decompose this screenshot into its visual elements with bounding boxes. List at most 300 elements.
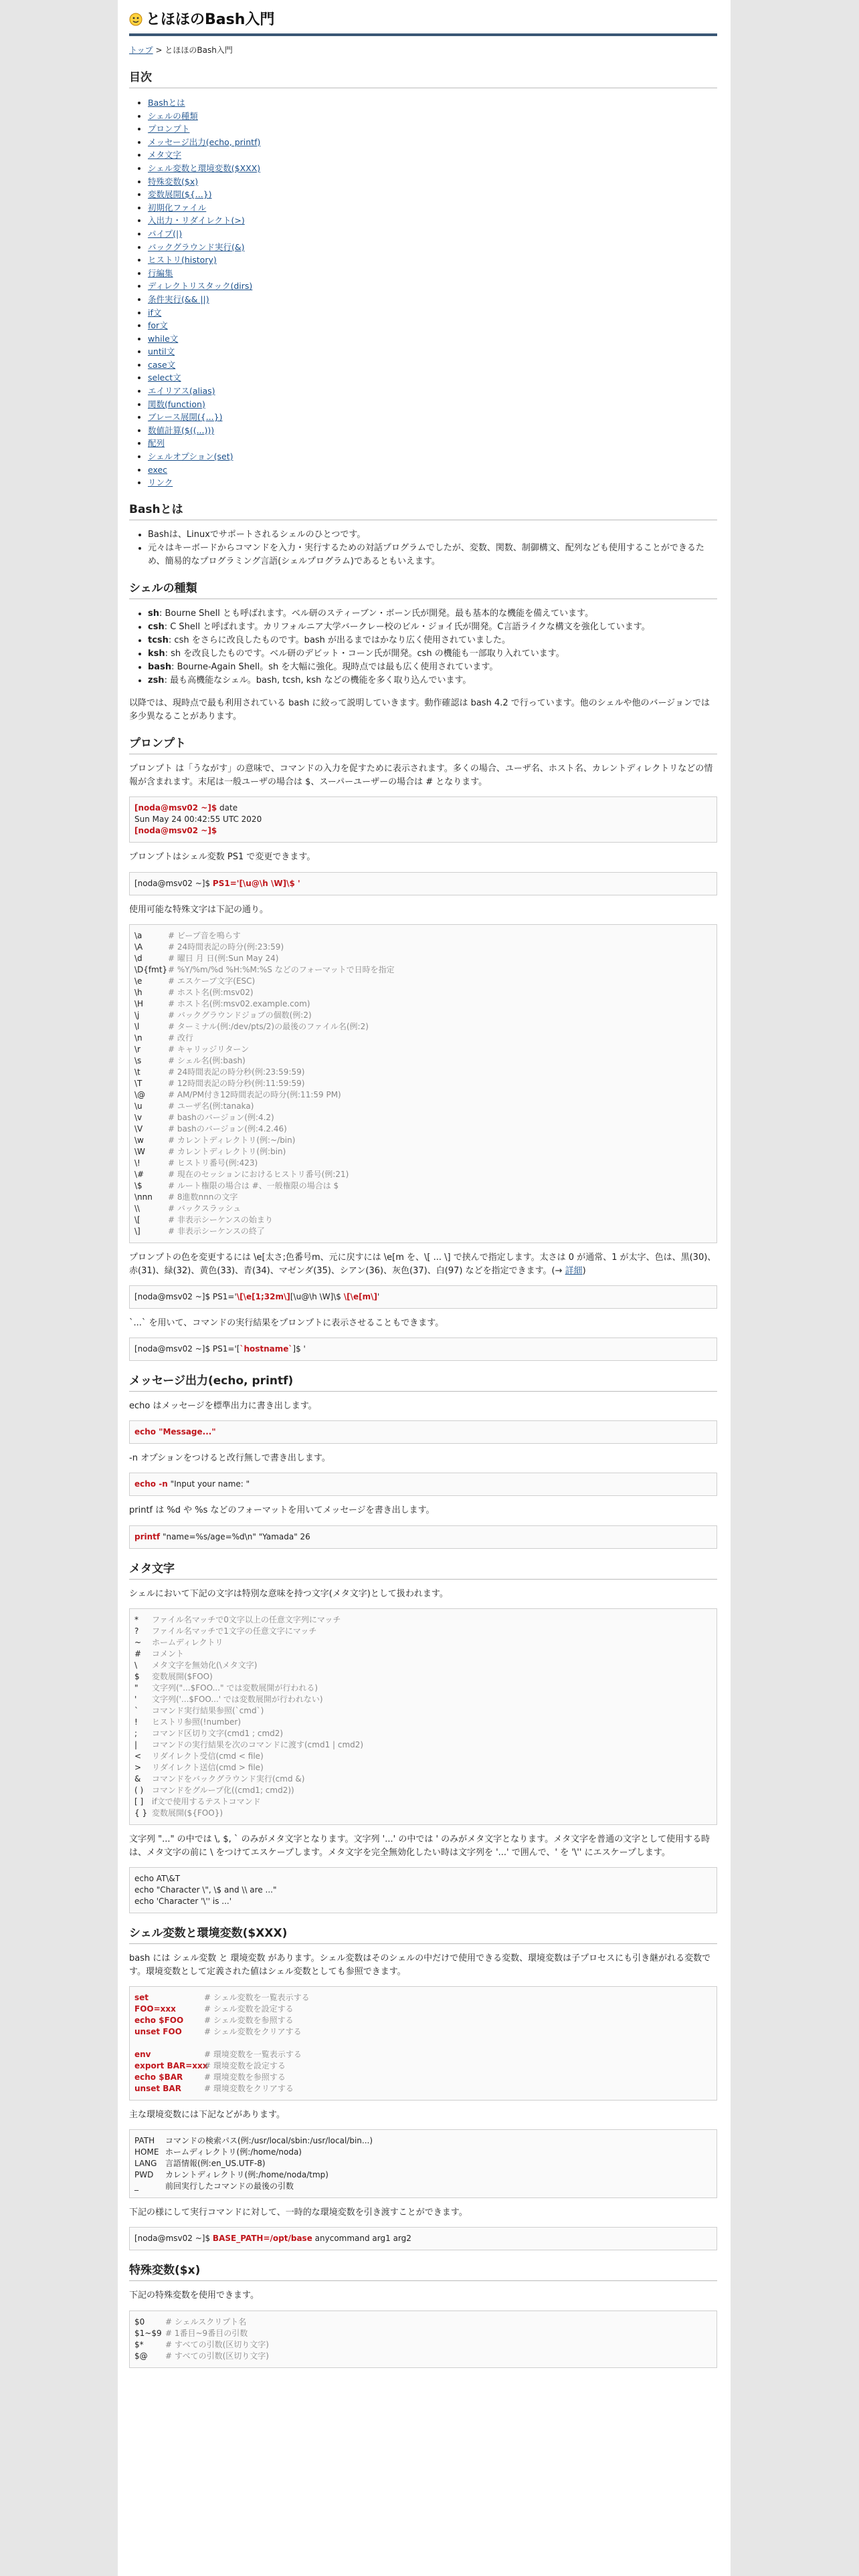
code-token: \W — [134, 1146, 145, 1156]
code-line — [134, 1169, 712, 1180]
echo-n-text: -n オプションをつけると改行無しで書き出します。 — [129, 1453, 330, 1464]
code-comment: コマンド実行結果参照(`cmd`) — [152, 1705, 264, 1715]
specials-text: 使用可能な特殊文字は下記の通り。 — [129, 904, 269, 915]
code-token: # — [134, 1648, 142, 1658]
code-comment: リダイレクト受信(cmd < file) — [152, 1751, 264, 1761]
toc-link[interactable]: シェルオプション(set) — [148, 451, 233, 462]
code-token: \\ — [134, 1203, 140, 1213]
toc-item — [148, 358, 717, 372]
code-token: > — [134, 1762, 142, 1772]
vars-heading: シェル変数と環境変数($XXX) — [129, 1925, 717, 1944]
code-comment: メタ文字を無効化(\メタ文字) — [152, 1660, 258, 1670]
printf-text: printf は %d や %s などのフォーマットを用いてメッセージを書き出します。 — [129, 1505, 435, 1516]
echo-text: echo はメッセージを標準出力に書き出します。 — [129, 1401, 317, 1412]
toc-item — [148, 214, 717, 227]
special-vars-intro: 下記の特殊変数を使用できます。 — [129, 2290, 259, 2301]
code-comment: リダイレクト送信(cmd > file) — [152, 1762, 264, 1772]
code-line — [134, 2049, 712, 2060]
code-line — [134, 1214, 712, 1226]
code-token: \[ — [134, 1214, 140, 1224]
code-line — [134, 1089, 712, 1101]
code-line — [134, 2015, 712, 2026]
code-comment: # 8進数nnnの文字 — [168, 1192, 238, 1202]
code-token: \ — [134, 1660, 138, 1670]
toc-link[interactable]: バックグラウンド実行(&) — [148, 241, 245, 252]
toc-item — [148, 253, 717, 267]
toc-item — [148, 345, 717, 358]
code-line — [134, 1180, 712, 1192]
code-token: ' — [134, 1694, 137, 1704]
temp-env-text: 下記の様にして実行コマンドに対して、一時的な環境変数を引き渡すことができます。 — [129, 2208, 468, 2218]
toc-link[interactable]: 数値計算($((...))) — [148, 425, 215, 435]
shell-name: zsh — [148, 675, 165, 685]
shell-desc: : C Shell と呼ばれます。カリフォルニア大学バークレー校のビル・ジョイ氏が開発。C言語ライクな構文を強化しています。 — [164, 621, 650, 632]
code-token: $@ — [134, 2351, 148, 2361]
code-prompt: [noda@msv02 ~]$ — [134, 878, 213, 888]
list-item — [148, 674, 717, 687]
code-line — [134, 1992, 712, 2004]
code-comment: # シェル変数を参照する — [204, 2016, 294, 2026]
shell-desc: : csh をさらに改良したものです。bash が出るまではかなり広く使用されていました。 — [168, 635, 511, 645]
code-token: \V — [134, 1123, 143, 1134]
code-output: Sun May 24 00:42:55 UTC 2020 — [134, 815, 262, 825]
code-comment: 変数展開($FOO) — [152, 1671, 213, 1681]
code-token: \s — [134, 1055, 142, 1065]
code-token: echo $BAR — [134, 2072, 183, 2082]
code-highlight: PS1='[\u@\h \W]\$ ' — [212, 878, 300, 888]
code-line — [134, 1123, 712, 1135]
toc-item — [148, 411, 717, 424]
toc-link[interactable]: 変数展開(${...}) — [148, 189, 212, 200]
color-text-body: プロンプトの色を変更するには \e[太さ;色番号m、元に戻すには \e[m を、\[ ... \] で挟んで指定します。太さは 0 が通常、1 が太字、色は、黒(30)、赤(31)、緑(32)、黄色(33)、青(34)、マゼンダ(35)、シアン(36)、灰色(37)、白(97) などを指定できます。(→ — [129, 1252, 717, 1276]
escape-example-code — [129, 1867, 717, 1913]
code-line — [134, 1762, 712, 1774]
code-comment: ヒストリ参照(!number) — [152, 1717, 242, 1727]
code-line — [134, 1637, 712, 1648]
ps1-example-code — [129, 872, 717, 895]
printf-example-code — [129, 1525, 717, 1549]
code-line: echo "Character \", \$ and \\ are ..." — [134, 1885, 277, 1895]
code-line — [134, 1021, 712, 1033]
code-token: unset FOO — [134, 2027, 182, 2037]
code-text: [\u@\h \W]\$ — [290, 1291, 344, 1301]
temp-env-example-code — [129, 2227, 717, 2250]
code-line — [134, 2147, 712, 2158]
code-comment: # 非表示シーケンスの始まり — [168, 1214, 273, 1224]
toc-link[interactable]: case文 — [148, 359, 176, 370]
code-token: { } — [134, 1808, 148, 1818]
code-comment: # キャリッジリターン — [168, 1044, 250, 1054]
detail-link[interactable]: 詳細 — [565, 1265, 583, 1276]
meta-intro: シェルにおいて下記の文字は特別な意味を持つ文字(メタ文字)として扱われます。 — [129, 1588, 448, 1599]
code-token: \D{fmt} — [134, 964, 168, 974]
code-token: ~ — [134, 1637, 142, 1647]
code-token: LANG — [134, 2159, 157, 2169]
code-line — [134, 2317, 712, 2328]
list-item: • 元々はキーボードからコマンドを入力・実行するための対話プログラムでしたが、変数、関数、制御構文、配列なども使用することができるため、簡易的なプログラミング言語(シェルプログラム)であるともいえます。 — [148, 542, 717, 568]
toc-item — [148, 280, 717, 293]
code-token: [ ] — [134, 1796, 144, 1806]
code-comment: # bashのバージョン(例:4.2) — [168, 1112, 274, 1122]
code-line — [134, 1226, 712, 1237]
toc-link[interactable]: メタ文字 — [148, 150, 182, 160]
code-line — [134, 1717, 712, 1728]
toc-link[interactable]: 関数(function) — [148, 399, 205, 409]
code-token: \j — [134, 1010, 140, 1020]
toc-item — [148, 162, 717, 175]
code-line — [134, 1751, 712, 1762]
page — [118, 0, 731, 2576]
code-line — [134, 964, 712, 976]
toc-item — [148, 122, 717, 136]
toc-link[interactable]: until文 — [148, 346, 175, 357]
code-token: \@ — [134, 1089, 146, 1099]
code-comment: # バックスラッシュ — [168, 1203, 242, 1213]
toc-item — [148, 371, 717, 385]
code-comment: # 24時間表記の時分秒(例:23:59:59) — [168, 1067, 305, 1077]
shell-desc: : 最も高機能なシェル。bash, tcsh, ksh などの機能を多く取り込んでいます。 — [164, 675, 472, 685]
code-token: & — [134, 1774, 141, 1784]
code-token: \n — [134, 1033, 142, 1043]
code-token: HOME — [134, 2147, 159, 2157]
code-line — [134, 1694, 712, 1705]
code-comment: # 環境変数をクリアする — [204, 2084, 294, 2094]
toc-link[interactable]: 入出力・リダイレクト(>) — [148, 215, 245, 226]
code-comment: ファイル名マッチで1文字の任意文字にマッチ — [152, 1626, 317, 1636]
toc-item — [148, 96, 717, 110]
env-main-text: 主な環境変数には下記などがあります。 — [129, 2110, 285, 2121]
shell-name: csh — [148, 621, 165, 632]
toc-link[interactable]: exec — [148, 464, 168, 475]
code-token: set — [134, 1993, 149, 2003]
code-highlight: \[\e[m\] — [343, 1291, 377, 1301]
code-token: PWD — [134, 2170, 154, 2180]
vars-intro: bash には シェル変数 と 環境変数 があります。シェル変数はそのシェルの中だけで使用できる変数、環境変数は子プロセスにも引き継がれる変数です。環境変数として定義された値はシェル変数としても参照できます。 — [129, 1953, 711, 1977]
toc-link[interactable]: for文 — [148, 320, 168, 331]
code-token: FOO=xxx — [134, 2004, 176, 2014]
code-comment: # シェル変数を設定する — [204, 2004, 294, 2014]
code-comment: # ターミナル(例:/dev/pts/2)の最後のファイル名(例:2) — [168, 1021, 369, 1031]
code-comment: # 1番目~9番目の引数 — [165, 2328, 248, 2338]
code-comment: # ビープ音を鳴らす — [168, 930, 241, 940]
code-line — [134, 2169, 712, 2181]
code-token: \a — [134, 930, 142, 940]
code-token: | — [134, 1739, 138, 1749]
code-token: \T — [134, 1078, 142, 1088]
toc-item — [148, 332, 717, 346]
toc-item — [148, 450, 717, 463]
code-text: ' — [377, 1291, 380, 1301]
code-comment: # ホスト名(例:msv02) — [168, 987, 254, 997]
code-line — [134, 1705, 712, 1717]
code-token: \] — [134, 1226, 140, 1236]
code-comment: # 非表示シーケンスの終了 — [168, 1226, 265, 1236]
toc-link[interactable]: ディレクトリスタック(dirs) — [148, 281, 253, 292]
code-line — [134, 1648, 712, 1660]
shells-heading: シェルの種類 — [129, 580, 717, 599]
code-line — [134, 1044, 712, 1055]
code-comment: # カレントディレクトリ(例:~/bin) — [168, 1135, 296, 1145]
code-comment: # 12時間表記の時分秒(例:11:59:59) — [168, 1078, 305, 1088]
code-comment: 文字列('...$FOO...' では変数展開が行われない) — [152, 1694, 323, 1704]
backtick-text: `...` を用いて、コマンドの実行結果をプロンプトに表示させることもできます。 — [129, 1317, 444, 1328]
code-token: \d — [134, 953, 142, 963]
toc-link[interactable]: Bashとは — [148, 98, 185, 108]
toc-link[interactable]: エイリアス(alias) — [148, 386, 215, 397]
code-comment: # すべての引数(区切り文字) — [165, 2351, 269, 2361]
code-comment: 言語情報(例:en_US.UTF-8) — [165, 2159, 266, 2169]
code-highlight: BASE_PATH=/opt/base — [212, 2234, 312, 2244]
code-comment: コマンド区切り文字(cmd1 ; cmd2) — [152, 1728, 284, 1738]
toc-item — [148, 148, 717, 162]
code-highlight: echo -n — [134, 1479, 168, 1489]
code-line — [134, 1146, 712, 1158]
code-line — [134, 1078, 712, 1089]
code-comment: ホームディレクトリ(例:/home/noda) — [165, 2147, 302, 2157]
shell-desc: : sh を改良したものです。ベル研のデビット・コーン氏が開発。csh の機能も一部取り入れています。 — [165, 648, 565, 659]
list-item — [148, 661, 717, 674]
code-token: PATH — [134, 2136, 155, 2146]
code-token: \t — [134, 1067, 140, 1077]
code-comment: # シェル名(例:bash) — [168, 1055, 246, 1065]
code-line — [134, 1112, 712, 1123]
code-comment: # シェルスクリプト名 — [165, 2317, 247, 2327]
code-line: echo 'Character '\'' is ...' — [134, 1896, 231, 1906]
code-token: " — [134, 1683, 138, 1693]
code-line — [134, 1671, 712, 1683]
shell-name: tcsh — [148, 635, 169, 645]
site-logo-icon — [129, 13, 142, 26]
toc-item — [148, 267, 717, 280]
code-token: \$ — [134, 1180, 142, 1190]
code-token: \r — [134, 1044, 140, 1054]
toc-link[interactable]: シェル変数と環境変数($XXX) — [148, 163, 261, 173]
code-token: * — [134, 1614, 138, 1624]
code-comment: # bashのバージョン(例:4.2.46) — [168, 1123, 287, 1134]
toc-link[interactable]: ブレース展開({...}) — [148, 412, 223, 423]
code-line — [134, 953, 712, 964]
toc-link[interactable]: プロンプト — [148, 124, 190, 134]
code-comment: # 環境変数を一覧表示する — [204, 2050, 302, 2060]
code-line — [134, 2060, 712, 2072]
prompt-text: [noda@msv02 ~]$ — [134, 803, 217, 813]
about-heading: Bashとは — [129, 501, 717, 520]
ps1-text: プロンプトはシェル変数 PS1 で変更できます。 — [129, 852, 316, 863]
code-comment: # シェル変数を一覧表示する — [204, 1993, 310, 2003]
code-line — [134, 1158, 712, 1169]
shell-name: sh — [148, 608, 159, 619]
code-comment: ホームディレクトリ — [152, 1637, 223, 1647]
code-comment: # 環境変数を参照する — [204, 2072, 286, 2082]
code-token: _ — [134, 2181, 138, 2191]
shell-name: ksh — [148, 648, 165, 659]
code-token: ; — [134, 1728, 138, 1738]
toc-item — [148, 424, 717, 437]
color-text-end: ) — [582, 1265, 586, 1276]
toc-item — [148, 227, 717, 241]
code-line — [134, 987, 712, 998]
code-text: ]$ ' — [292, 1344, 306, 1354]
page-title: とほほのBash入門 — [146, 11, 275, 28]
code-line — [134, 1101, 712, 1112]
code-line — [134, 1010, 712, 1021]
toc-item — [148, 306, 717, 320]
code-comment: ファイル名マッチで0文字以上の任意文字列にマッチ — [152, 1614, 341, 1624]
code-line — [134, 1055, 712, 1067]
shells-note: 以降では、現時点で最も利用されている bash に絞って説明していきます。動作確認は bash 4.2 で行っています。他のシェルや他のバージョンでは多少異なることがあります。 — [129, 697, 710, 722]
code-comment: 変数展開(${FOO}) — [152, 1808, 223, 1818]
list-item: • Bashは、Linuxでサポートされるシェルのひとつです。 — [148, 528, 717, 542]
toc-item — [148, 437, 717, 450]
code-token: export BAR=xxx — [134, 2061, 208, 2071]
toc-item — [148, 463, 717, 477]
code-line — [134, 1774, 712, 1785]
toc-link[interactable]: while文 — [148, 333, 179, 344]
code-comment: コメント — [152, 1648, 185, 1658]
code-token: ? — [134, 1626, 139, 1636]
code-comment: 文字列("...$FOO..." では変数展開が行われる) — [152, 1683, 318, 1693]
shell-name: bash — [148, 661, 172, 672]
code-token: ` — [134, 1705, 138, 1715]
code-token: $0 — [134, 2317, 145, 2327]
toc-list — [129, 96, 717, 490]
echo-n-example-code — [129, 1473, 717, 1496]
code-token: \nnn — [134, 1192, 153, 1202]
code-line — [134, 2351, 712, 2362]
code-token: env — [134, 2050, 151, 2060]
code-line — [134, 1192, 712, 1203]
list-item — [148, 607, 717, 621]
code-line — [134, 998, 712, 1010]
site-header — [129, 9, 717, 36]
code-token: \w — [134, 1135, 144, 1145]
code-line — [134, 2004, 712, 2015]
code-prompt: [noda@msv02 ~]$ PS1='[ — [134, 1344, 240, 1354]
code-highlight: `hostname` — [240, 1344, 293, 1354]
code-line — [134, 1785, 712, 1796]
code-token: \A — [134, 942, 143, 952]
list-item — [148, 634, 717, 647]
toc-item — [148, 110, 717, 123]
prompt-text: [noda@msv02 ~]$ — [134, 826, 217, 836]
code-spacer — [134, 2038, 712, 2049]
color-example-code — [129, 1285, 717, 1309]
code-line — [134, 1808, 712, 1819]
code-line — [134, 2181, 712, 2192]
code-line — [134, 1033, 712, 1044]
code-comment: # エスケープ文字(ESC) — [168, 976, 256, 986]
code-line — [134, 2158, 712, 2169]
code-comment: # 環境変数を設定する — [204, 2061, 286, 2071]
code-comment: カレントディレクトリ(例:/home/noda/tmp) — [165, 2170, 328, 2180]
toc-link[interactable]: パイプ(|) — [148, 228, 183, 239]
prompt-example-code — [129, 796, 717, 843]
toc-link[interactable]: 配列 — [148, 438, 165, 449]
code-comment: # ユーザ名(例:tanaka) — [168, 1101, 254, 1111]
shell-desc: : Bourne Shell とも呼ばれます。ベル研のスティーブン・ボーン氏が開発。最も基本的な機能を備えています。 — [159, 608, 594, 619]
toc-link[interactable]: シェルの種類 — [148, 110, 198, 121]
toc-item — [148, 398, 717, 411]
code-highlight: \[\e[1;32m\] — [236, 1291, 290, 1301]
code-text: anycommand arg1 arg2 — [312, 2234, 411, 2244]
env-vars-code — [129, 2129, 717, 2198]
backtick-example-code — [129, 1337, 717, 1361]
toc-link[interactable]: select文 — [148, 372, 181, 383]
code-token: $1~$9 — [134, 2328, 162, 2338]
code-line — [134, 2083, 712, 2095]
code-highlight: echo "Message..." — [134, 1427, 216, 1437]
code-text: "name=%s/age=%d\n" "Yamada" 26 — [160, 1531, 310, 1541]
code-comment: # 24時間表記の時分(例:23:59) — [168, 942, 284, 952]
prompt-heading: プロンプト — [129, 735, 717, 754]
vars-example-code — [129, 1986, 717, 2101]
about-list — [129, 528, 717, 568]
code-line — [134, 1660, 712, 1671]
code-line — [134, 2339, 712, 2351]
shell-desc: : Bourne-Again Shell。sh を大幅に強化。現時点では最も広く使用されています。 — [171, 661, 498, 672]
color-text — [129, 1251, 717, 1278]
echo-heading: メッセージ出力(echo, printf) — [129, 1372, 717, 1392]
code-comment: # シェル変数をクリアする — [204, 2027, 302, 2037]
toc-item — [148, 319, 717, 332]
toc-link[interactable]: 条件実行(&& ||) — [148, 294, 209, 304]
code-line — [134, 2135, 712, 2147]
code-comment: # ヒストリ番号(例:423) — [168, 1158, 258, 1168]
code-comment: # 曜日 月 日(例:Sun May 24) — [168, 953, 279, 963]
shell-list — [129, 607, 717, 687]
toc-link[interactable]: if文 — [148, 307, 162, 318]
code-command: date — [217, 803, 238, 813]
code-comment: コマンドの実行結果を次のコマンドに渡す(cmd1 | cmd2) — [152, 1739, 364, 1749]
code-line: echo AT\&T — [134, 1873, 181, 1883]
toc-item — [148, 201, 717, 215]
code-line — [134, 2072, 712, 2083]
breadcrumb-current: とほほのBash入門 — [165, 45, 233, 55]
code-comment: 前回実行したコマンドの最後の引数 — [165, 2181, 294, 2191]
toc-item — [148, 188, 717, 201]
toc-item — [148, 175, 717, 189]
code-line — [134, 1135, 712, 1146]
code-line — [134, 1626, 712, 1637]
code-line — [134, 976, 712, 987]
code-token: \! — [134, 1158, 140, 1168]
code-token: ! — [134, 1717, 138, 1727]
code-token: < — [134, 1751, 142, 1761]
meta-chars-code — [129, 1608, 717, 1825]
toc-link[interactable]: メッセージ出力(echo, printf) — [148, 136, 261, 147]
toc-link[interactable]: リンク — [148, 477, 173, 488]
toc-item — [148, 136, 717, 149]
breadcrumb-separator: > — [155, 45, 163, 55]
toc-link[interactable]: 行編集 — [148, 267, 173, 278]
toc-link[interactable]: ヒストリ(history) — [148, 255, 217, 265]
toc-link[interactable]: 特殊変数($x) — [148, 176, 199, 187]
breadcrumb-home-link[interactable]: トップ — [129, 45, 153, 55]
code-comment: # カレントディレクトリ(例:bin) — [168, 1146, 286, 1156]
code-prompt: [noda@msv02 ~]$ — [134, 2234, 213, 2244]
echo-example-code — [129, 1420, 717, 1444]
code-line — [134, 1796, 712, 1808]
toc-item — [148, 241, 717, 254]
toc-link[interactable]: 初期化ファイル — [148, 202, 207, 213]
code-line — [134, 1739, 712, 1751]
code-line — [134, 1728, 712, 1739]
code-line — [134, 1683, 712, 1694]
code-token: unset BAR — [134, 2084, 181, 2094]
code-token: $ — [134, 1671, 140, 1681]
code-comment: # ルート権限の場合は #、一般権限の場合は $ — [168, 1180, 339, 1190]
code-line — [134, 1067, 712, 1078]
